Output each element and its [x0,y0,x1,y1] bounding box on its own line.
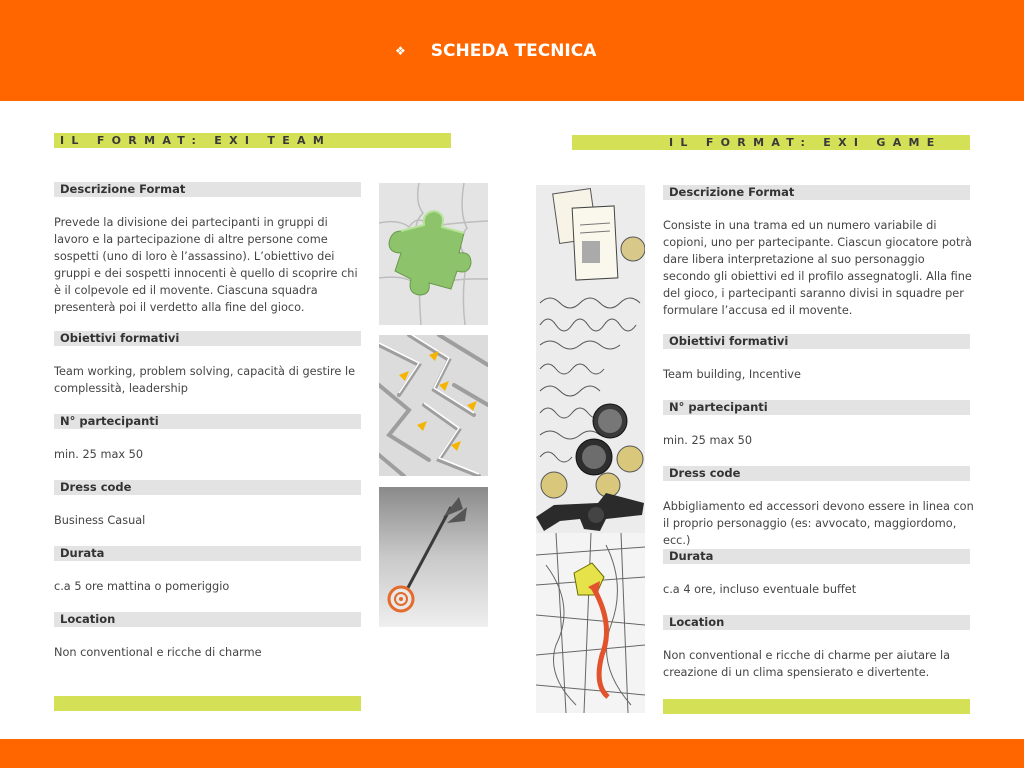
section-text: min. 25 max 50 [663,434,753,447]
section-text: Consiste in una trama ed un numero variabile di copioni, uno per partecipante. Ciascun giocatore potrà dare libera interpretazione al suo personaggio secondo gli obiettivi ed il profilo assegnatogli. Alla fine del gioco, i partecipanti saranno divisi in squadre per formulare l’accusa ed il movente. [663,219,972,317]
format-title-left: IL FORMAT: EXI TEAM [54,133,451,148]
section-heading: Obiettivi formativi [54,331,361,346]
section-heading: Descrizione Format [54,182,361,197]
section-heading: Descrizione Format [663,185,970,200]
section-heading: Durata [54,546,361,561]
puzzle-image [379,183,488,325]
section-heading: Location [663,615,970,630]
footer-bar [0,739,1024,768]
footer-strip-right [663,699,970,714]
section-text: min. 25 max 50 [54,448,144,461]
section-heading: N° partecipanti [663,400,970,415]
section-heading: Location [54,612,361,627]
maze-image [379,335,488,476]
section-text: Team working, problem solving, capacità di gestire le complessità, leadership [54,365,356,395]
footer-strip-left [54,696,361,711]
diamond-bullet-icon: ❖ [395,44,406,58]
section-text: Prevede la divisione dei partecipanti in gruppi di lavoro e la partecipazione di altre persone come sospetti (uno di loro è l’assassino). L’obiettivo dei gruppi e dei sospetti innocenti è quello di scoprire chi è il colpevole ed il movente. Ciascuna squadra presenterà poi il verdetto alla fine del gioco. [54,216,358,314]
section-heading: Obiettivi formativi [663,334,970,349]
section-heading: N° partecipanti [54,414,361,429]
section-text: c.a 5 ore mattina o pomeriggio [54,580,230,593]
section-text: c.a 4 ore, incluso eventuale buffet [663,583,857,596]
section-text: Non conventional e ricche di charme [54,646,262,659]
section-heading: Dress code [54,480,361,495]
section-text: Non conventional e ricche di charme per aiutare la creazione di un clima spensierato e divertente. [663,649,951,679]
page-title [395,39,596,63]
section-heading: Dress code [663,466,970,481]
section-text: Business Casual [54,514,146,527]
section-text: Abbigliamento ed accessori devono essere in linea con il proprio personaggio (es: avvocato, maggiordomo, ecc.) [663,500,974,547]
mystery-collage-image [536,185,645,713]
page-title-text: SCHEDA TECNICA [430,41,597,61]
arrow-target-image [379,487,488,627]
section-heading: Durata [663,549,970,564]
section-text: Team building, Incentive [663,368,801,381]
format-title-right: IL FORMAT: EXI GAME [572,135,970,150]
